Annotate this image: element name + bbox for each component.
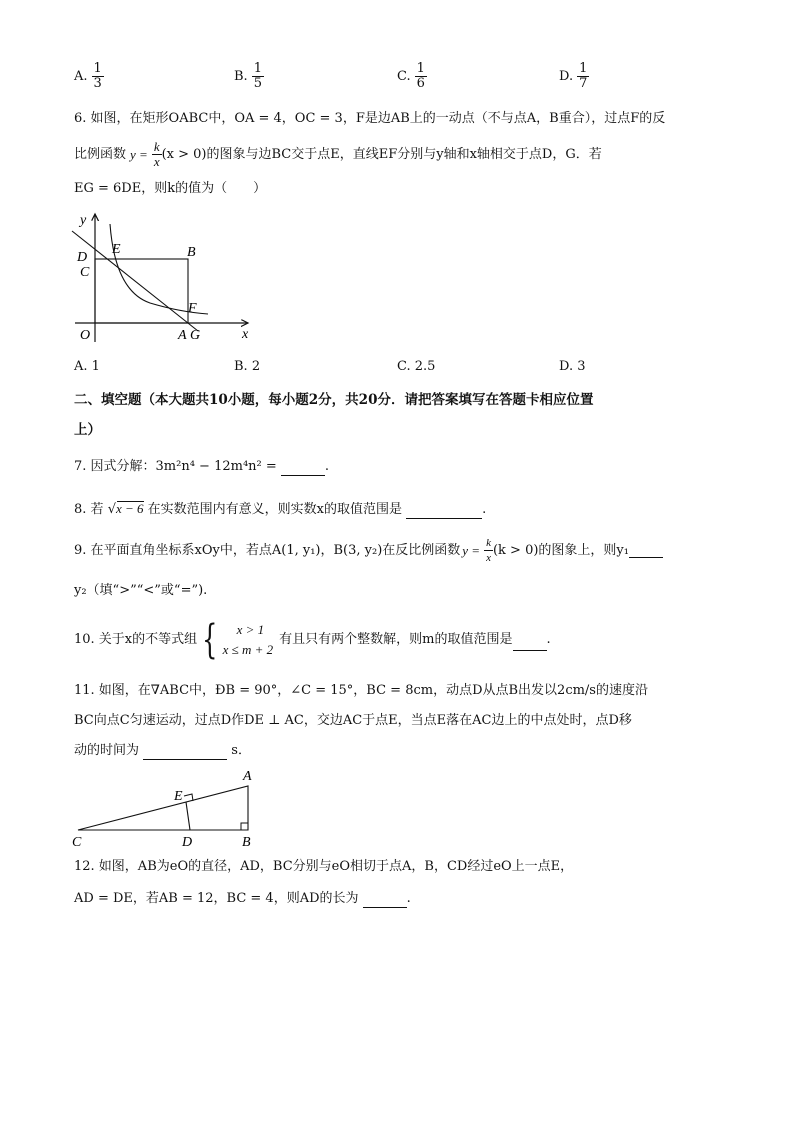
option-label: B. <box>234 68 248 84</box>
answer-blank[interactable] <box>363 893 407 908</box>
q9-text: 的图象上，则y₁ <box>538 542 629 558</box>
q5-option-d <box>559 62 589 91</box>
q6-text: 比例函数 <box>74 146 127 162</box>
numerator: 1 <box>416 61 425 76</box>
label-g: G <box>190 328 201 343</box>
fraction <box>577 62 589 91</box>
label-f: F <box>188 301 197 316</box>
label-b: B <box>187 245 196 260</box>
label-x: x <box>242 327 249 342</box>
q11-text: 动的时间为 <box>74 743 140 758</box>
section-heading: 二、填空题（本大题共10小题，每小题2分，共20分．请把答案填写在答题卡相应位置 <box>74 392 594 408</box>
q8-end: . <box>482 502 487 517</box>
q7 <box>74 458 329 476</box>
label-d: D <box>182 835 193 850</box>
answer-blank[interactable] <box>629 543 663 558</box>
label-d: D <box>77 250 88 265</box>
fraction <box>252 62 264 91</box>
q10-end: . <box>546 632 551 647</box>
segment-de <box>186 802 190 830</box>
section-heading-cont: 上） <box>74 422 101 438</box>
denominator: 6 <box>416 76 425 91</box>
numerator: k <box>153 139 160 154</box>
denominator: x <box>153 154 160 169</box>
q6-option-c: C. 2.5 <box>397 359 436 374</box>
q5-option-b <box>234 62 264 91</box>
q7-text: 7. 因式分解：3m²n⁴ − 12m⁴n² = <box>74 459 277 474</box>
q6-figure <box>70 206 255 346</box>
q9-text: 9. 在平面直角坐标系xOy中，若点A(1, y₁)，B(3, y₂)在反比例函数 <box>74 542 461 558</box>
triangle-abc <box>78 786 248 830</box>
rectangle-oabc <box>95 259 188 323</box>
q6-option-b: B. 2 <box>234 359 261 374</box>
q6-option-d: D. 3 <box>559 359 586 374</box>
q10-text: 10. 关于x的不等式组 <box>74 632 198 647</box>
brace-glyph: { <box>202 617 218 663</box>
q9-function: y = <box>462 542 481 558</box>
q9-line2: y₂（填“>”“<”或“=”). <box>74 583 208 598</box>
denominator: 3 <box>93 76 102 91</box>
q6-option-a: A. 1 <box>74 359 100 374</box>
q8 <box>74 500 486 519</box>
answer-blank[interactable] <box>281 461 325 476</box>
label-y: y <box>80 213 87 228</box>
q6-line1: 6. 如图，在矩形OABC中，OA = 4，OC = 3，F是边AB上的一动点（不与点A，B重合），过点F的反 <box>74 111 666 126</box>
q12-line1: 12. 如图，AB为eO的直径，AD，BC分别与eO相切于点A，B，CD经过eO上一点E， <box>74 859 574 874</box>
label-b: B <box>242 835 251 850</box>
q9-condition: (k > 0) <box>492 542 539 558</box>
q9-line1 <box>74 536 663 565</box>
option-label: C. <box>397 68 411 84</box>
denominator: 7 <box>579 76 588 91</box>
label-c: C <box>72 835 82 850</box>
q12-text: AD = DE，若AB = 12，BC = 4，则AD的长为 <box>74 891 359 906</box>
numerator: 1 <box>93 61 102 76</box>
numerator: 1 <box>579 61 588 76</box>
inequality-2: x ≤ m + 2 <box>222 642 274 657</box>
sqrt-expression: √ x − 6 <box>107 501 144 517</box>
q11-end: s． <box>231 743 251 758</box>
right-angle-mark-e <box>184 794 193 801</box>
q12-line2 <box>74 890 411 908</box>
radicand: x − 6 <box>115 501 144 516</box>
fraction <box>92 62 104 91</box>
label-a: A <box>243 769 252 784</box>
inequality-system <box>223 620 274 660</box>
q7-end: . <box>324 459 330 474</box>
option-label: D. <box>559 68 574 84</box>
q5-option-c <box>397 62 427 91</box>
fraction <box>484 536 493 565</box>
label-e: E <box>174 789 183 804</box>
answer-blank[interactable] <box>406 504 482 519</box>
numerator: k <box>486 537 491 549</box>
q6-function: y = <box>130 146 148 162</box>
q6-text: 的图象与边BC交于点E，直线EF分别与y轴和x轴相交于点D，G．若 <box>206 146 602 162</box>
denominator: x <box>486 552 491 564</box>
q6-line3: EG = 6DE，则k的值为（ ） <box>74 181 267 196</box>
q5-option-a <box>74 62 104 91</box>
q10 <box>74 617 551 663</box>
q12-end: . <box>406 891 411 906</box>
q10-text: 有且只有两个整数解，则m的取值范围是 <box>279 632 513 647</box>
line-ef <box>72 231 198 331</box>
q8-text: 8. 若 <box>74 502 104 517</box>
option-label: A. <box>74 68 88 84</box>
answer-blank[interactable] <box>513 636 547 651</box>
label-e: E <box>112 242 121 257</box>
q11-line1: 11. 如图，在∇ABC中，ÐB = 90°，∠C = 15°，BC = 8cm，动点D从点B出发以2cm/s的速度沿 <box>74 683 648 698</box>
denominator: 5 <box>253 76 262 91</box>
answer-blank[interactable] <box>143 745 227 760</box>
q11-line3 <box>74 742 251 760</box>
q11-figure <box>70 766 260 850</box>
label-c: C <box>80 265 90 280</box>
q6-line2 <box>74 140 602 169</box>
q8-text: 在实数范围内有意义，则实数x的取值范围是 <box>147 502 403 517</box>
fraction <box>152 140 162 169</box>
label-o: O <box>80 328 91 343</box>
q6-condition: (x > 0) <box>161 146 207 162</box>
label-a: A <box>178 328 187 343</box>
right-angle-mark-b <box>241 823 248 830</box>
q11-line2: BC向点C匀速运动，过点D作DE ⊥ AC，交边AC于点E，当点E落在AC边上的中点处时，点D移 <box>74 713 632 728</box>
fraction <box>415 62 427 91</box>
inequality-1: x > 1 <box>236 622 265 637</box>
numerator: 1 <box>253 61 262 76</box>
